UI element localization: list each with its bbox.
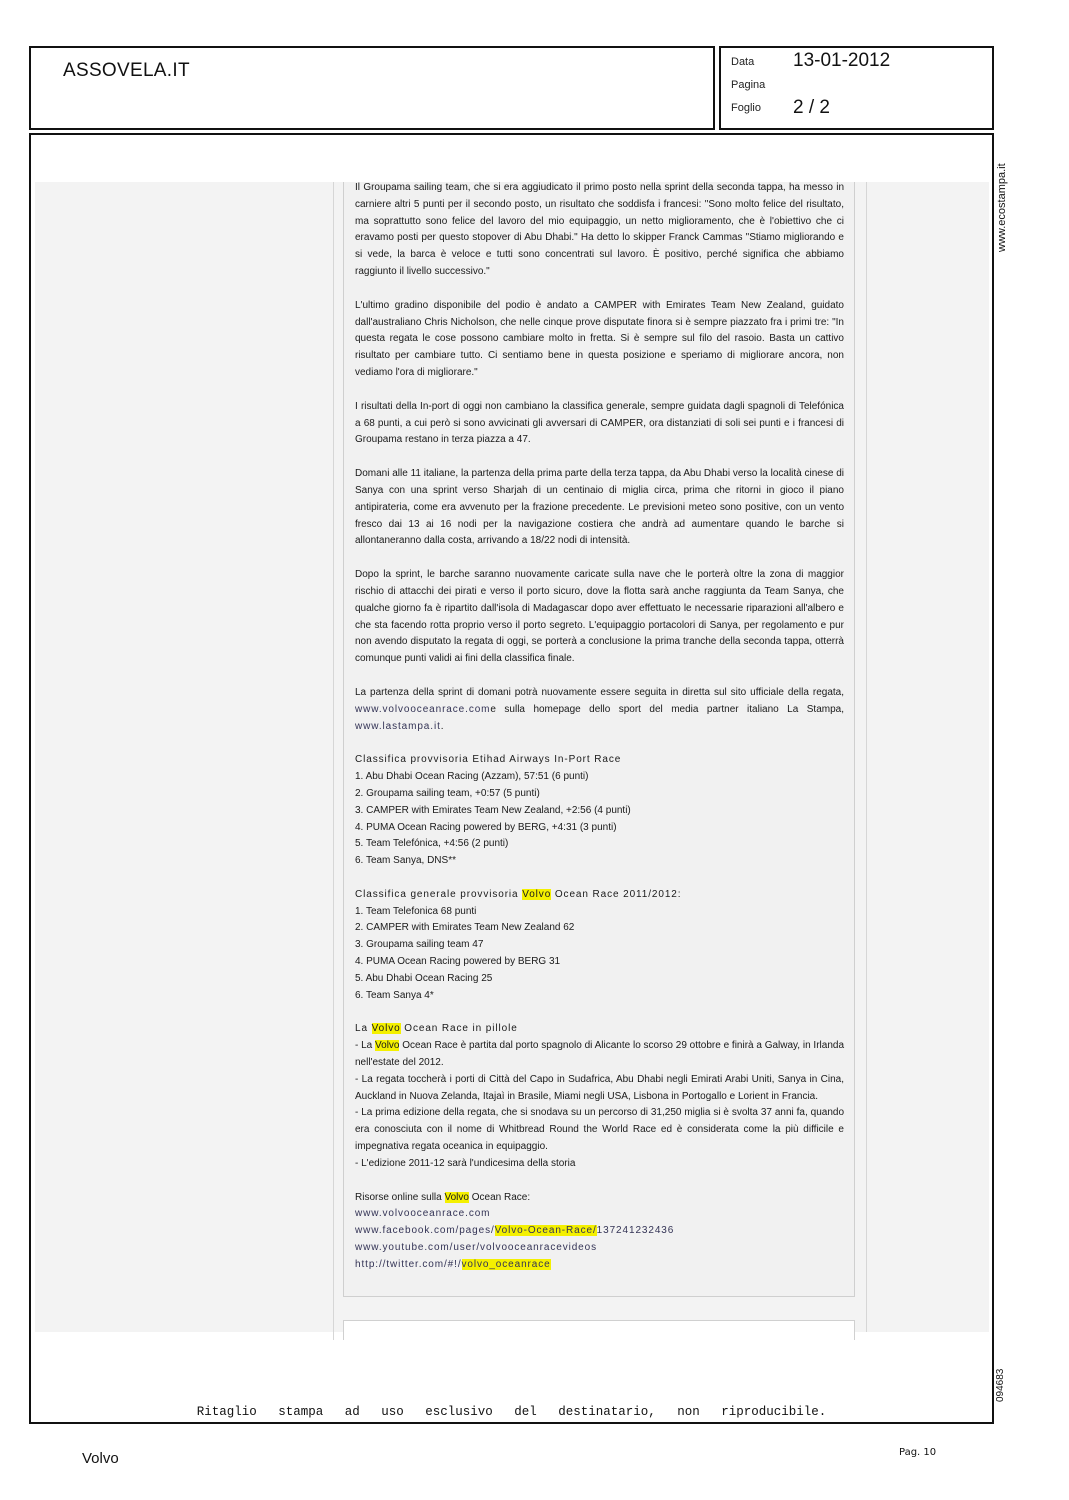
inport-item: 3. CAMPER with Emirates Team New Zealand, +2:56 (4 punti) [355, 804, 631, 816]
general-standings [355, 887, 844, 1005]
side-url: www.ecostampa.it [996, 163, 1008, 252]
date-value: 13-01-2012 [793, 50, 891, 71]
twitter-link-before: http://twitter.com/#!/ [355, 1258, 462, 1270]
page-label: Pagina [731, 79, 766, 91]
footer-brand: Volvo [82, 1450, 119, 1467]
footer-page-number: Pag. 10 [899, 1447, 937, 1458]
general-title [355, 887, 844, 904]
lastampa-link[interactable]: www.lastampa.it [355, 720, 441, 732]
volvo-highlight: Volvo [444, 1191, 469, 1203]
resources-title-before: Risorse online sulla [355, 1191, 442, 1203]
resources-section [355, 1190, 844, 1274]
pills-section [355, 1021, 844, 1172]
resource-link-twitter[interactable] [355, 1257, 844, 1274]
header-meta-box [719, 46, 994, 130]
live-text: La partenza della sprint di domani potrà nuovamente essere seguita in diretta sul sito ufficiale della regata, [355, 686, 844, 698]
volvo-highlight: volvo_oceanrace [461, 1258, 551, 1270]
resource-link-youtube[interactable]: www.youtube.com/user/volvooceanracevideos [355, 1242, 598, 1254]
inport-title: Classifica provvisoria Etihad Airways In-Port Race [355, 754, 622, 766]
inport-standings [355, 752, 844, 870]
footer-disclaimer: Ritaglio stampa ad uso esclusivo del destinatario, non riproducibile. [196, 1405, 827, 1419]
volvo-highlight: Volvo [371, 1023, 401, 1035]
webpage-sidebar [866, 182, 989, 1332]
inport-item: 1. Abu Dhabi Ocean Racing (Azzam), 57:51 (6 punti) [355, 771, 589, 783]
resource-link-site[interactable]: www.volvooceanrace.com [355, 1208, 491, 1220]
live-text-mid: e sulla homepage dello sport del media partner italiano La Stampa, [490, 703, 844, 715]
inport-item: 2. Groupama sailing team, +0:57 (5 punti) [355, 787, 540, 799]
paragraph: Domani alle 11 italiane, la partenza della prima parte della terza tappa, da Abu Dhabi verso la località cinese di Sanya con una sprint verso Sharjah di un centinaio di miglia circa, prima che ritorni in gioco il piano antipirateria, come era avvenuto per la frazione precedente. Le previsioni meteo sono positive, con un vento fresco dai 13 ai 16 nodi per la navigazione costiera che andrà ad aumentare quando le barche si allontaneranno dalla costa, arrivando a 18/22 nodi di intensità. [355, 468, 844, 547]
general-item: 1. Team Telefonica 68 punti [355, 905, 477, 917]
sheet-label: Foglio [731, 102, 761, 114]
general-item: 4. PUMA Ocean Racing powered by BERG 31 [355, 956, 561, 968]
paragraph: Il Groupama sailing team, che si era aggiudicato il primo posto nella sprint della seconda tappa, ha messo in carniere altri 5 punti per il secondo posto, un risultato che soddisfa i francesi: "Sono molto felice del risultato, ma soprattutto sono felice del lavoro del mio equipaggio, un netto miglioramento, che è l'obiettivo che ci eravamo posti per questo stopover di Abu Dhabi." Ha detto lo skipper Franck Cammas "Stiamo migliorando e si vede, la barca è veloce e tutti sono concentrati sul lavoro. È positivo, perché significa che abbiamo raggiunto il livello successivo." [355, 182, 844, 277]
outlet-name: ASSOVELA.IT [63, 60, 190, 81]
resources-title [355, 1190, 844, 1207]
paragraph: I risultati della In-port di oggi non cambiano la classifica generale, sempre guidata dagli spagnoli di Telefónica a 68 punti, a cui però si sono avvicinati gli avversari di CAMPER, ora distanziati di soli sei punti e i francesi di Groupama restano in terza piazza a 47. [355, 400, 844, 446]
pill-item: - L'edizione 2011-12 sarà l'undicesima della storia [355, 1157, 576, 1169]
pills-title-before: La [355, 1023, 368, 1035]
general-item: 6. Team Sanya 4* [355, 989, 434, 1001]
volvooceanrace-link[interactable]: www.volvooceanrace.com [355, 703, 491, 715]
pill-item: - La prima edizione della regata, che si snodava su un percorso di 31,250 miglia si è svolta 37 anni fa, quando era conosciuta con il nome di Whitbread Round the World Race ed è considerata come la più difficile e impegnativa regata oceanica in equipaggio. [355, 1107, 844, 1153]
general-item: 3. Groupama sailing team 47 [355, 939, 484, 951]
general-title-before: Classifica generale provvisoria [355, 888, 519, 900]
sheet-value: 2 / 2 [793, 97, 830, 118]
live-text-end: . [440, 720, 444, 732]
inport-item: 4. PUMA Ocean Racing powered by BERG, +4:31 (3 punti) [355, 821, 617, 833]
pills-title [355, 1021, 844, 1038]
next-panel [343, 1320, 855, 1340]
pill-item [355, 1038, 844, 1072]
volvo-highlight: Volvo-Ocean-Race/ [494, 1225, 597, 1237]
resource-link-facebook[interactable] [355, 1223, 844, 1240]
resources-title-after: Ocean Race: [471, 1191, 531, 1203]
pills-title-after: Ocean Race in pillole [404, 1023, 518, 1035]
article-body [355, 180, 844, 1274]
general-item: 5. Abu Dhabi Ocean Racing 25 [355, 972, 493, 984]
general-title-after: Ocean Race 2011/2012: [554, 888, 682, 900]
inport-item: 6. Team Sanya, DNS** [355, 855, 456, 867]
webpage-divider [333, 182, 334, 1340]
paragraph: L'ultimo gradino disponibile del podio è andato a CAMPER with Emirates Team New Zealand, guidato dall'australiano Chris Nicholson, che nelle cinque prove disputate finora si è sempre piazzato fra i primi tre: "In questa regata le cose possono cambiare molto in fretta. Si è sempre sul filo del rasoio. Basta un cattivo risultato per cambiare tutto. Ci sentiamo bene in questa posizione e speriamo di migliorare ancora, non vediamo l'ora di migliorare." [355, 299, 844, 378]
header-outlet-box [29, 46, 715, 130]
facebook-link-before: www.facebook.com/pages/ [355, 1225, 495, 1237]
side-code: 094683 [995, 1368, 1006, 1402]
live-paragraph [355, 685, 844, 735]
pill-first-after: Ocean Race è partita dal porto spagnolo di Alicante lo scorso 29 ottobre e finirà a Galway, in Irlanda nell'estate del 2012. [355, 1040, 845, 1069]
volvo-highlight: Volvo [522, 888, 552, 900]
inport-item: 5. Team Telefónica, +4:56 (2 punti) [355, 838, 509, 850]
facebook-link-after: 137241232436 [596, 1225, 675, 1237]
date-label: Data [731, 56, 755, 68]
volvo-highlight: Volvo [375, 1040, 400, 1052]
pill-first-before: - La [355, 1040, 373, 1052]
pill-item: - La regata toccherà i porti di Città del Capo in Sudafrica, Abu Dhabi negli Emirati Arabi Uniti, Sanya in Cina, Auckland in Nuova Zelanda, Itajaì in Brasile, Miami negli USA, Lisbona in Portogallo e Lorient in Francia. [355, 1073, 844, 1102]
general-item: 2. CAMPER with Emirates Team New Zealand 62 [355, 922, 575, 934]
paragraph: Dopo la sprint, le barche saranno nuovamente caricate sulla nave che le porterà oltre la zona di maggior rischio di attacchi dei pirati e verso il porto sicuro, dove la flotta sarà anche raggiunta da Team Sanya, che qualche giorno fa è ripartito dall'isola di Madagascar dopo aver effettuato le necessarie riparazioni all'albero e che sta facendo rotta proprio verso il porto segreto. L'equipaggio portacolori di Sanya, per regolamento e pur non avendo disputato la regata di oggi, se porterà a conclusione la prima tranche della seconda tappa, otterrà comunque punti validi ai fini della classifica finale. [355, 569, 844, 665]
